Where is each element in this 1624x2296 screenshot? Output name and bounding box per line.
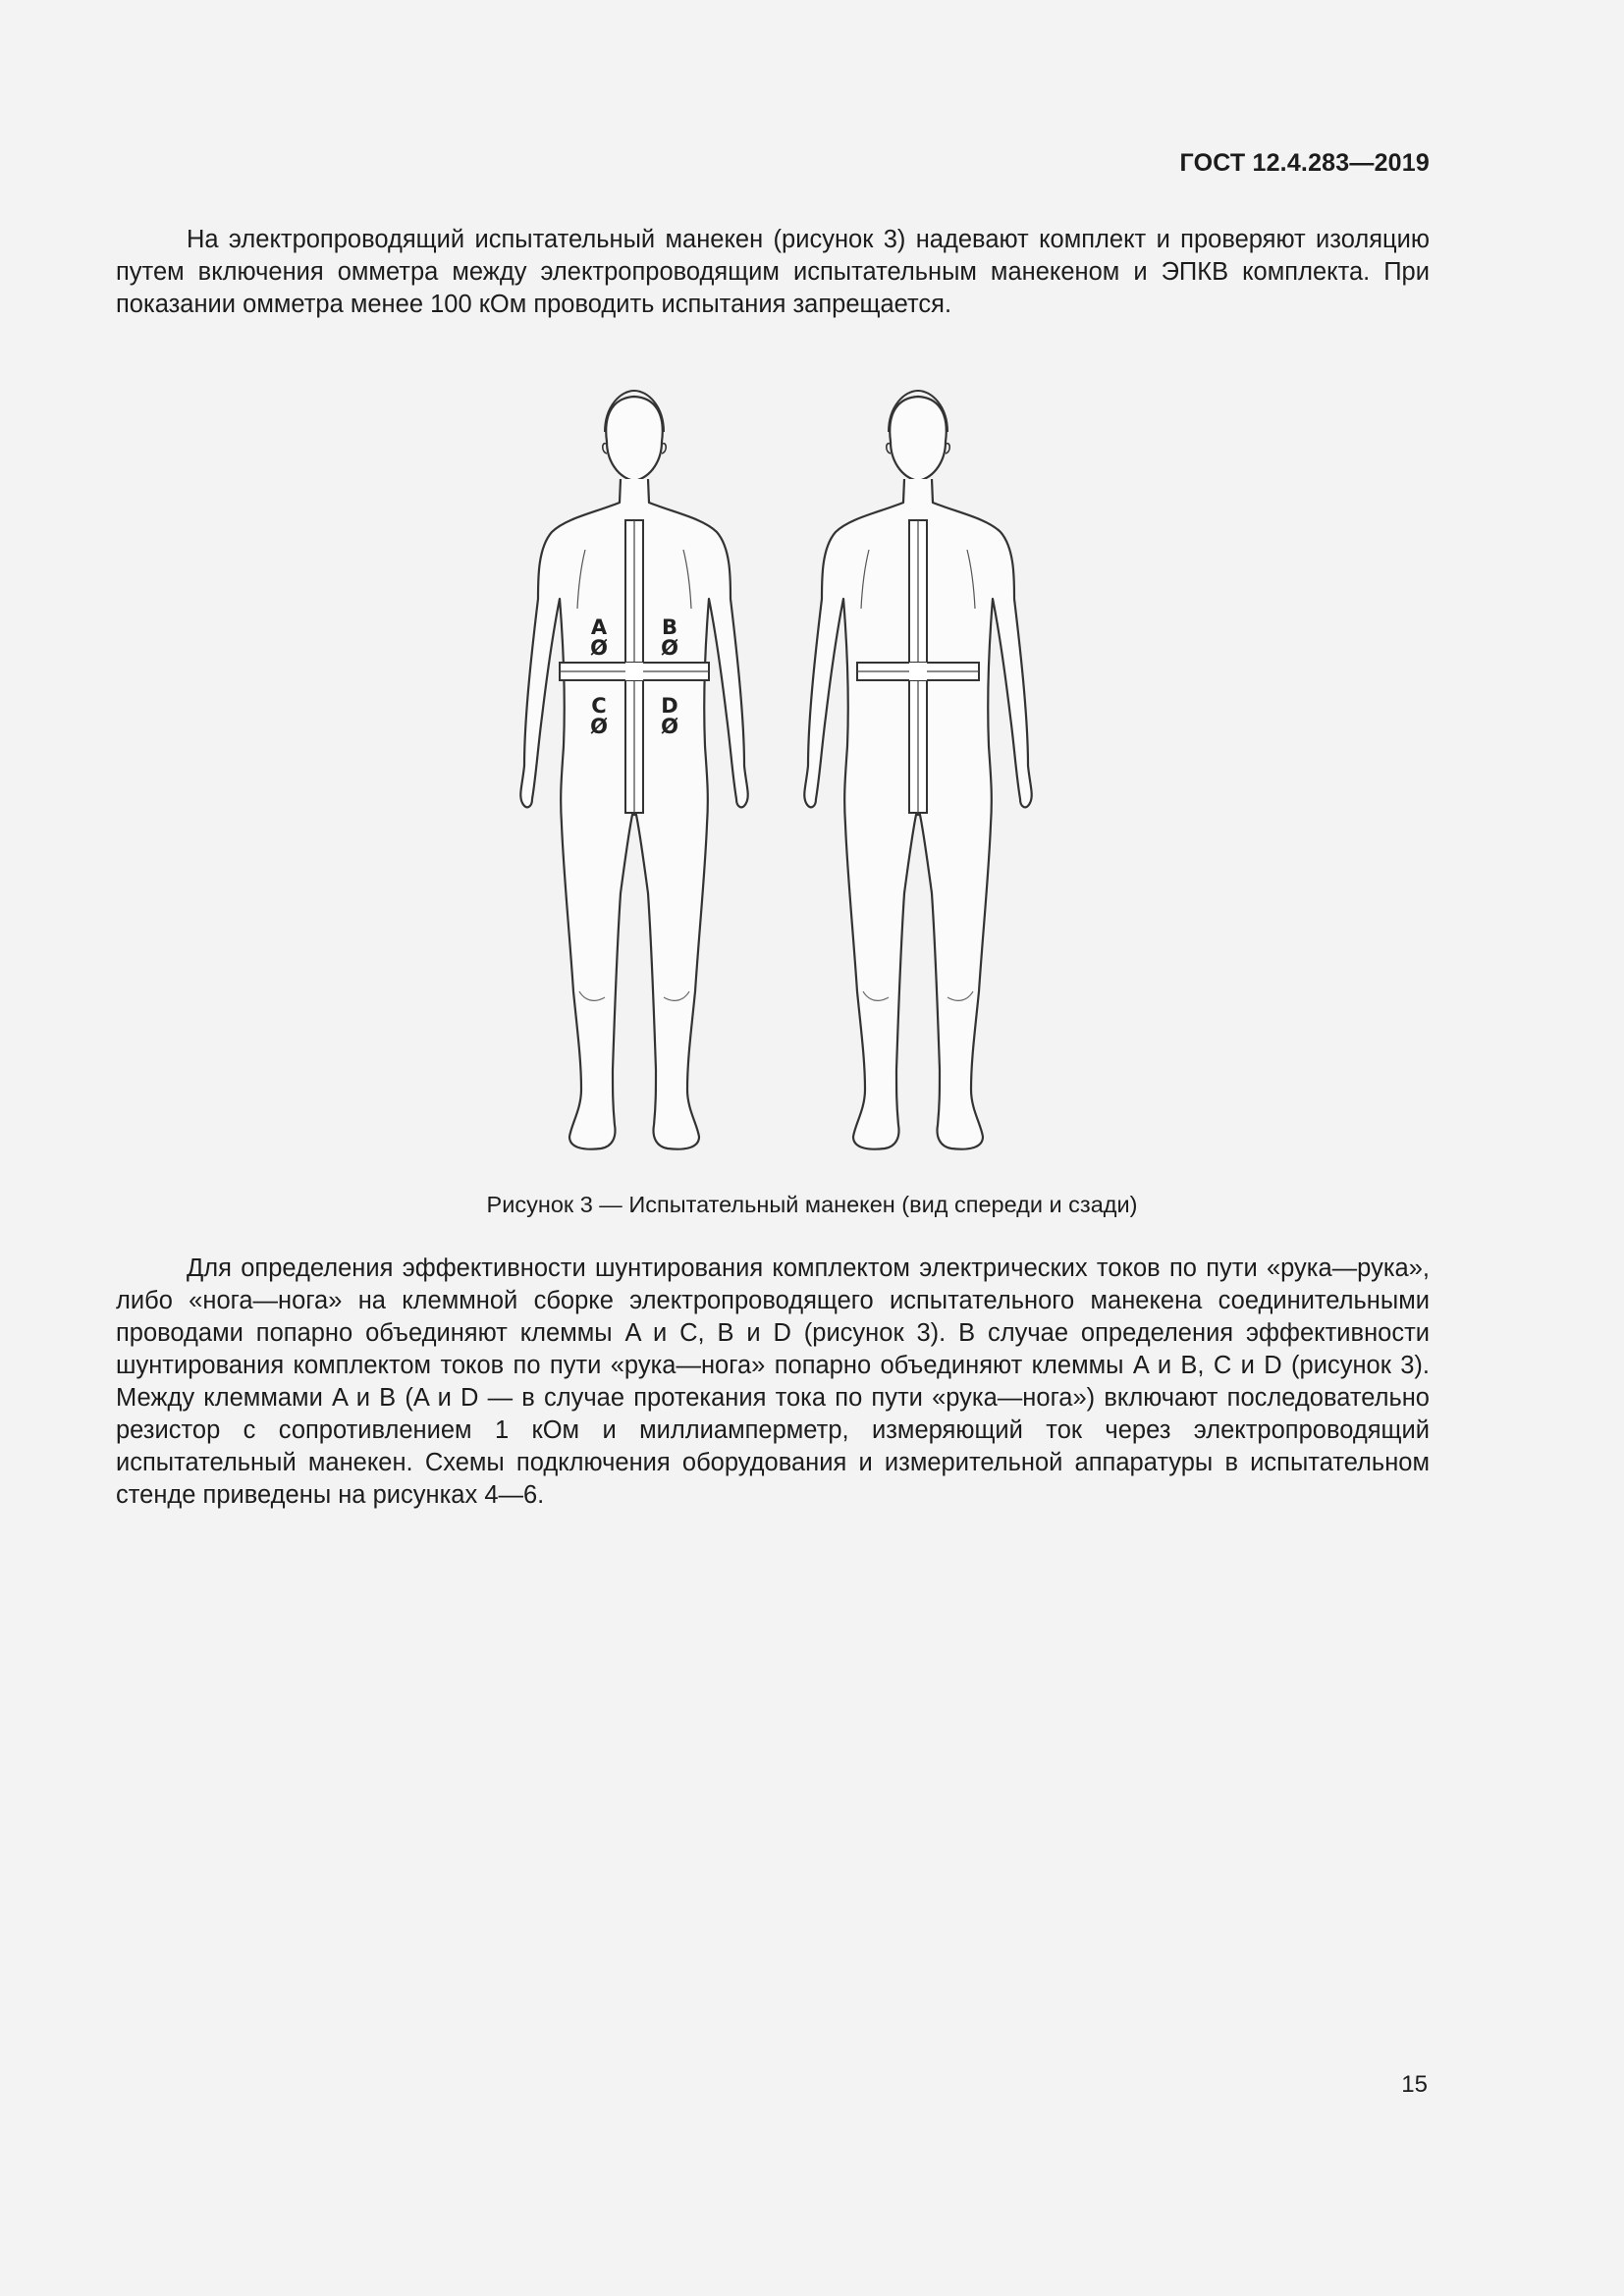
- figure-caption: Рисунок 3 — Испытательный манекен (вид спереди и сзади): [486, 1192, 1138, 1217]
- paragraph-shunting-efficiency: Для определения эффективности шунтирования комплектом электрических токов по пути «рука—рука», либо «нога—нога» на клеммной сборке электропроводящего испытательного манекена соединительными проводами попарно объединяют клеммы A и C, B и D (рисунок 3). В случае определения эффективности шунтирования комплектом токов по пути «рука—нога» попарно объединяют клеммы A и B, C и D (рисунок 3). Между клеммами A и B (A и D — в случае протекания тока по пути «рука—нога») включают последовательно резистор с сопротивлением 1 кОм и миллиамперметр, измеряющий ток через электропроводящий испытательный манекен. Схемы подключения оборудования и измерительной аппаратуры в испытательном стенде приведены на рисунках 4—6.: [116, 1255, 1430, 1509]
- paragraph-insulation-check: На электропроводящий испытательный манекен (рисунок 3) надевают комплект и проверяют изоляцию путем включения омметра между электропроводящим испытательным манекеном и ЭПКВ комплекта. При показании омметра менее 100 кОм проводить испытания запрещается.: [116, 226, 1430, 318]
- terminal-d-symbol: Ø: [661, 715, 678, 738]
- terminal-c-label: C: [591, 694, 607, 718]
- terminal-b-symbol: Ø: [661, 636, 678, 660]
- page-number: 15: [1401, 2071, 1428, 2098]
- terminal-c-symbol: Ø: [590, 715, 608, 738]
- terminal-b-label: B: [661, 615, 678, 639]
- mannequin-figure: [501, 383, 1090, 1158]
- terminal-d-label: D: [661, 694, 678, 718]
- document-header: ГОСТ 12.4.283—2019: [1179, 149, 1430, 177]
- mannequin-front-view: [520, 391, 747, 1149]
- mannequin-back-view: [804, 391, 1031, 1149]
- terminal-a-symbol: Ø: [590, 636, 608, 660]
- terminal-a-label: A: [590, 615, 608, 639]
- mannequin-illustration: [501, 383, 1090, 1158]
